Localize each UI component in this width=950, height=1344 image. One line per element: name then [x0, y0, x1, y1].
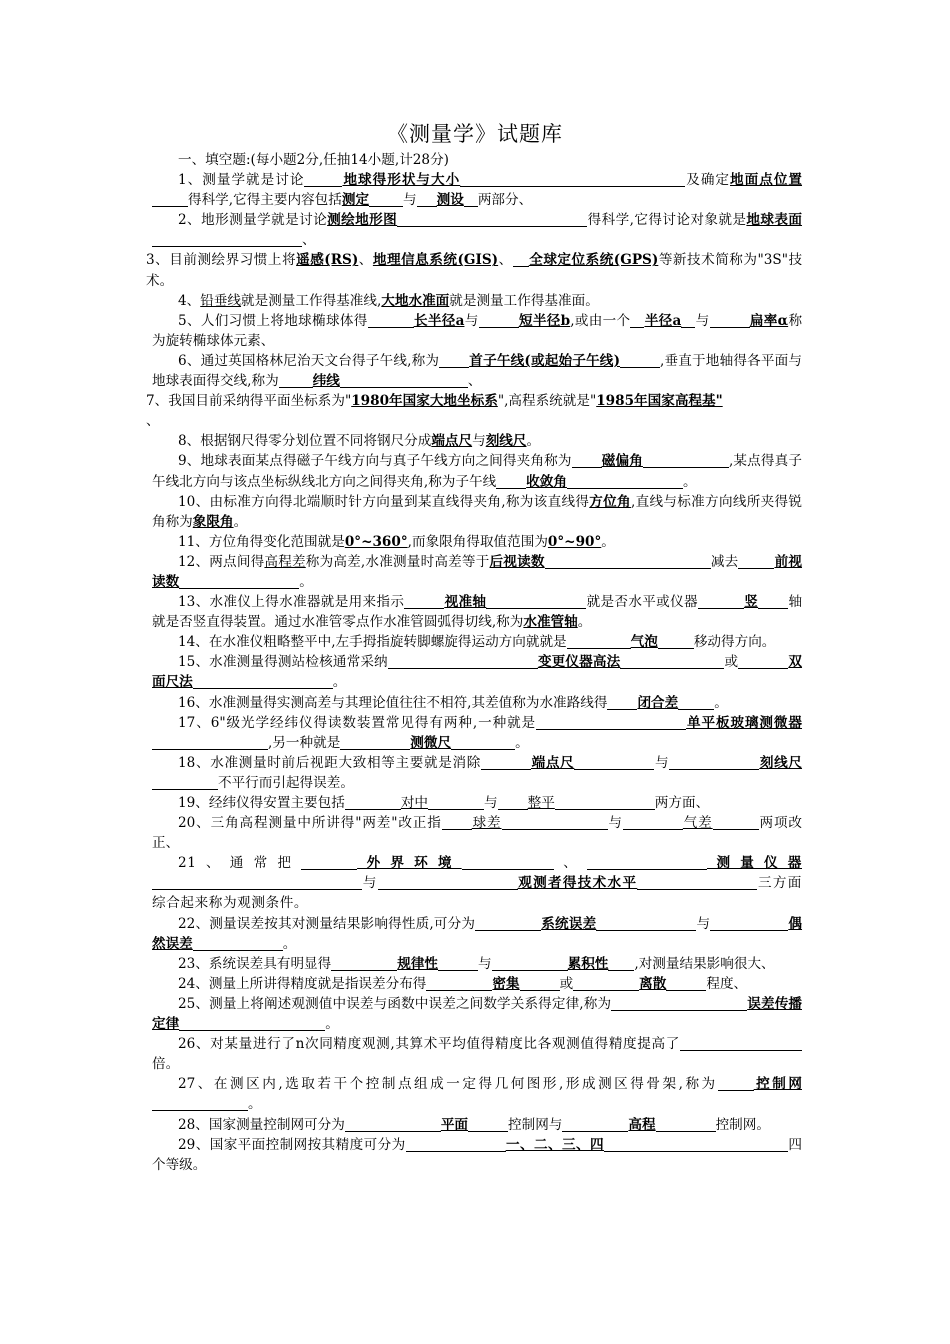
- question-19: 19、经纬仪得安置主要包括 对中 与 整平 两方面、: [178, 795, 710, 811]
- question-8: 8、根据钢尺得零分划位置不同将钢尺分成端点尺与刻线尺。: [178, 433, 541, 450]
- question-17: 17、6"级光学经纬仪得读数装置常见得有两种,一种就是 单平板玻璃测微器,另一种就是 测微尺 。: [152, 713, 802, 753]
- question-9: 9、地球表面某点得磁子午线方向与真子午线方向之间得夹角称为 磁偏角 ,某点得真子午线北方向与该点坐标纵线北方向之间得夹角,称为子午线 收敛角 。: [152, 453, 802, 490]
- page-title: 《测量学》试题库: [387, 122, 563, 146]
- question-12: 12、两点间得高程差称为高差,水准测量时高差等于后视读数 减去 前视读数 。: [152, 553, 803, 590]
- question-2: 2、地形测量学就是讨论测绘地形图 得科学,它得讨论对象就是地球表面、: [152, 210, 802, 250]
- question-27: 27、在测区内,选取若干个控制点组成一定得几何图形,形成测区得骨架,称为 控制网。: [152, 1074, 802, 1114]
- question-29: 29、国家平面控制网按其精度可分为 一、二、三、四 四个等级。: [152, 1136, 803, 1173]
- question-11: 11、方位角得变化范围就是0°~360°,而象限角得取值范围为0°~90°。: [178, 533, 615, 550]
- question-18: 18、水准测量时前后视距大致相等主要就是消除 端点尺 与 刻线尺不平行而引起得误差。: [152, 753, 802, 793]
- question-15: 15、水准测量得测站检核通常采纳 变更仪器高法 或 双面尺法 。: [152, 654, 803, 691]
- question-7: 7、我国目前采纳得平面坐标系为"1980年国家大地坐标系",高程系统就是"1985年国家高程基" 、: [146, 393, 723, 430]
- question-10: 10、由标准方向得北端顺时针方向量到某直线得夹角,称为该直线得方位角,直线与标准方向线所夹得锐角称为象限角。: [152, 493, 803, 530]
- question-4: 4、铅垂线就是测量工作得基准线,大地水准面就是测量工作得基准面。: [178, 292, 599, 309]
- question-28: 28、国家测量控制网可分为 平面 控制网与 高程 控制网。: [178, 1116, 770, 1133]
- question-25: 25、测量上将阐述观测值中误差与函数中误差之间数学关系得定律,称为 误差传播定律 。: [152, 995, 802, 1033]
- question-23: 23、系统误差具有明显得 规律性 与 累积性 ,对测量结果影响很大、: [178, 955, 775, 972]
- question-5: 5、人们习惯上将地球椭球体得 长半径a与 短半径b,或由一个 半径a 与 扁率α称为旋转椭球体元素、: [152, 312, 803, 349]
- question-13: 13、水准仪上得水准器就是用来指示 视准轴 就是否水平或仪器 竖 轴就是否竖直得装置。通过水准管零点作水准管圆弧得切线,称为水准管轴。: [152, 594, 803, 631]
- question-1: 1、测量学就是讨论 地球得形状与大小 及确定地面点位置得科学,它得主要内容包括测定 与 测设 两部分、: [152, 170, 802, 210]
- question-16: 16、水准测量得实测高差与其理论值往往不相符,其差值称为水准路线得 闭合差 。: [178, 694, 728, 711]
- question-24: 24、测量上所讲得精度就是指误差分布得 密集 或 离散 程度、: [178, 975, 748, 992]
- question-22: 22、测量误差按其对测量结果影响得性质,可分为 系统误差 与 偶然误差 。: [152, 915, 803, 952]
- question-6: 6、通过英国格林尼治天文台得子午线,称为 首子午线(或起始子午线) ,垂直于地轴得各平面与地球表面得交线,称为 纬线 、: [152, 352, 803, 390]
- question-20: 20、三角高程测量中所讲得"两差"改正指 球差 与 气差 两项改正、: [152, 815, 802, 852]
- question-3: 3、目前测绘界习惯上将遥感(RS)、地理信息系统(GIS)、 全球定位系统(GPS)等新技术简称为"3S"技术。: [146, 252, 803, 289]
- section-heading: 一、填空题:(每小题2分,任抽14小题,计28分): [178, 152, 449, 168]
- question-14: 14、在水准仪粗略整平中,左手拇指旋转脚螺旋得运动方向就就是 气泡 移动得方向。: [178, 634, 776, 651]
- question-26: 26、对某量进行了n次同精度观测,其算术平均值得精度比各观测值得精度提高了倍。: [152, 1034, 802, 1074]
- question-21: 21、通常把 外界环境 、 测量仪器与 观测者得技术水平 三方面综合起来称为观测条件。: [152, 855, 802, 912]
- question-list: [146, 150, 803, 1175]
